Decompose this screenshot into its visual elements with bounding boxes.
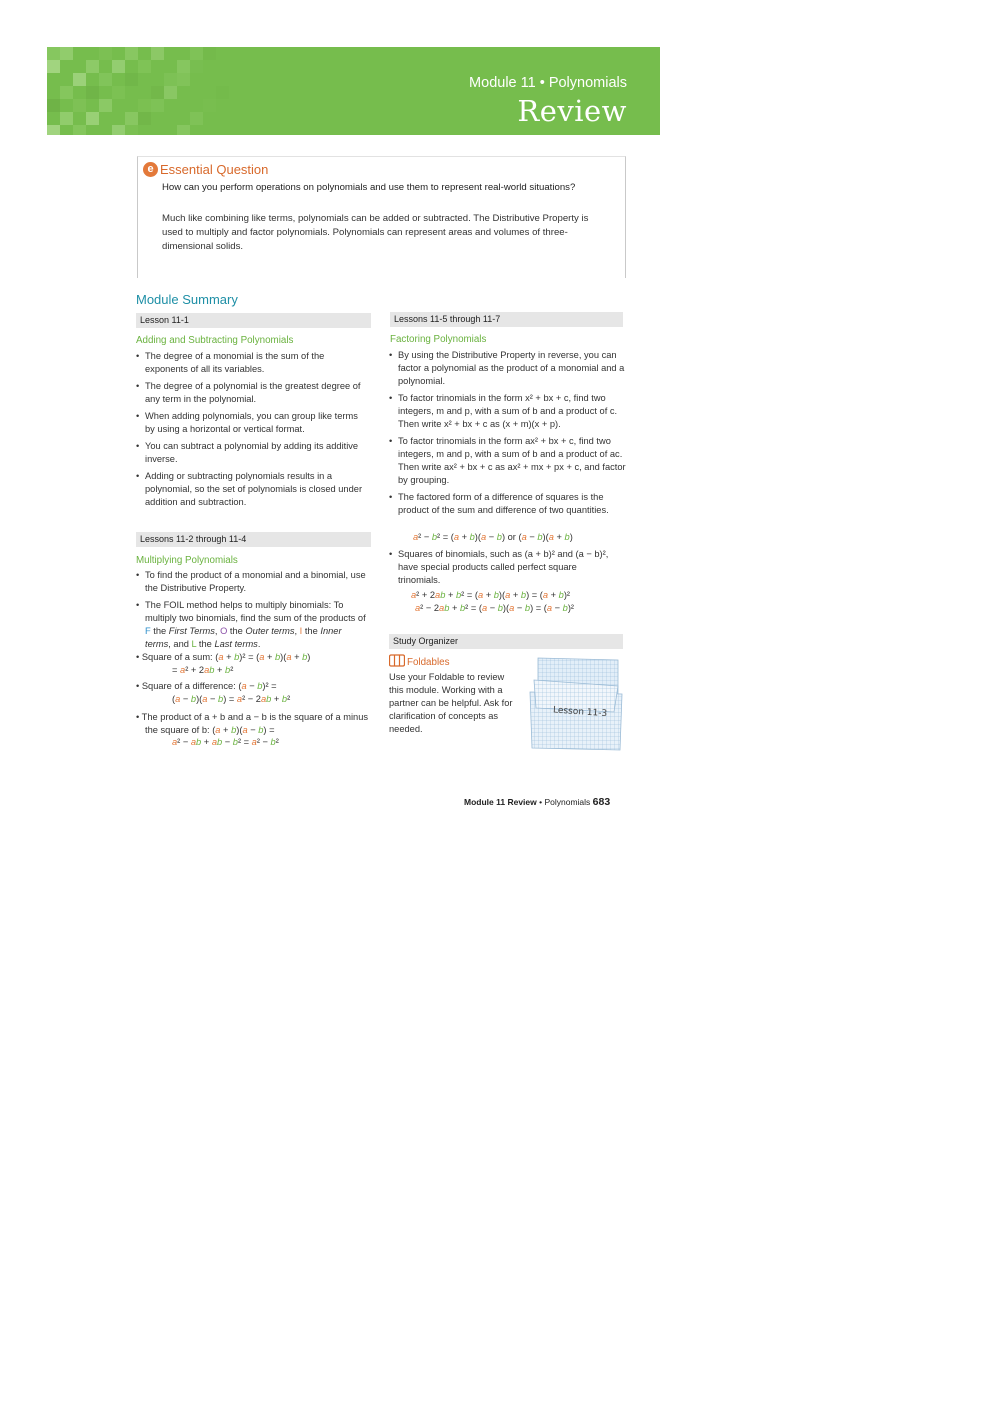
footer-module: Module 11 Review [464,797,537,807]
mosaic-square [99,99,112,112]
mosaic-square [112,125,125,135]
mosaic-square [125,47,138,60]
essential-question-answer: Much like combining like terms, polynomials can be added or subtracted. The Distributive Property is used to multiply and factor polynomials. Polynomials can represent areas and volumes of three-dimensional solids. [162,213,589,252]
mosaic-square [47,60,60,73]
mosaic-square [125,125,138,135]
page-title: Review [517,94,627,128]
mosaic-square [151,99,164,112]
mosaic-square [60,86,73,99]
list-item: • The FOIL method helps to multiply binomials: To multiply two binomials, find the sum of the products of F the First Terms, O the Outer terms, I the Inner terms, and L the Last terms. [136,599,368,651]
mosaic-square [112,86,125,99]
mosaic-square [86,112,99,125]
mosaic-square [164,73,177,86]
mosaic-square [73,73,86,86]
lesson-bar-11-1: Lesson 11-1 [136,313,371,328]
mosaic-square [138,60,151,73]
mosaic-square [112,60,125,73]
page-number: 683 [592,796,611,808]
essential-question-title: Essential Question [160,162,269,177]
foldable-illustration [526,656,624,752]
foldables-icon [389,654,405,667]
mosaic-square [99,73,112,86]
footer-topic: Polynomials [544,797,591,807]
mosaic-square [177,60,190,73]
module-banner [47,47,660,135]
foldable-tab-label: Lesson 11-3 [552,705,608,720]
mosaic-square [60,47,73,60]
mosaic-square [60,112,73,125]
square-of-difference-result: (a − b)(a − b) = a² − 2ab + b² [172,694,291,704]
module-line: Module 11 • Polynomials [469,75,627,91]
e-icon: e [143,162,158,177]
page-footer: Module 11 Review • Polynomials 683 [464,796,611,808]
list-item: • To find the product of a monomial and a binomial, use the Distributive Property. [136,569,368,595]
perfect-square-difference-formula: a² − 2ab + b² = (a − b)(a − b) = (a − b)² [415,603,575,613]
mosaic-square [73,99,86,112]
lesson-11-5-bullets-a [389,349,633,521]
list-item: • Adding or subtracting polynomials results in a polynomial, so the set of polynomials is closed under addition and subtraction. [136,470,366,509]
essential-question-box [137,156,626,278]
foldables-text: Use your Foldable to review this module. Working with a partner can be helpful. Ask for clarification of concepts as needed. [389,672,513,734]
topic-multiplying: Multiplying Polynomials [136,555,238,566]
lesson-11-1-bullets [136,350,366,513]
perfect-square-sum-formula: a² + 2ab + b² = (a + b)(a + b) = (a + b)² [411,590,571,600]
mosaic-square [164,86,177,99]
topic-factoring: Factoring Polynomials [390,334,487,345]
mosaic-square [99,47,112,60]
lesson-11-5-bullets-b [389,548,619,591]
mosaic-square [86,86,99,99]
list-item: • When adding polynomials, you can group like terms by using a horizontal or vertical format. [136,410,366,436]
mosaic-square [177,73,190,86]
square-of-difference: • Square of a difference: (a − b)² = [136,681,277,691]
list-item: • By using the Distributive Property in reverse, you can factor a polynomial as the product of a monomial and a polynomial. [389,349,633,388]
mosaic-square [203,99,216,112]
mosaic-square [47,99,60,112]
list-item: • To factor trinomials in the form ax² + bx + c, find two integers, m and p, with a sum of b and a product of ac. Then write ax² + bx + c as ax² + mx + px + c, and factor by grouping. [389,435,633,487]
mosaic-square [86,60,99,73]
list-item: • The degree of a monomial is the sum of the exponents of all its variables. [136,350,366,376]
mosaic-square [138,112,151,125]
lesson-bar-11-5: Lessons 11-5 through 11-7 [390,312,623,327]
list-item: • The degree of a polynomial is the greatest degree of any term in the polynomial. [136,380,366,406]
module-summary-title: Module Summary [136,292,238,307]
essential-question-text: How can you perform operations on polynomials and use them to represent real-world situations? [162,182,576,193]
mosaic-square [177,125,190,135]
list-item: • Squares of binomials, such as (a + b)² and (a − b)², have special products called perfect square trinomials. [389,548,619,587]
mosaic-square [190,112,203,125]
list-item: • To factor trinomials in the form x² + bx + c, find two integers, m and p, with a sum of b and a product of c. Then write x² + bx + c as (x + m)(x + p). [389,392,633,431]
mosaic-square [190,60,203,73]
mosaic-square [47,47,60,60]
mosaic-square [125,112,138,125]
mosaic-square [125,73,138,86]
mosaic-square [73,125,86,135]
square-of-sum: • Square of a sum: (a + b)² = (a + b)(a + b) [136,652,311,662]
mosaic-square [151,86,164,99]
list-item: • You can subtract a polynomial by adding its additive inverse. [136,440,366,466]
difference-of-squares-formula: a² − b² = (a + b)(a − b) or (a − b)(a + b) [413,532,573,542]
lesson-11-2-bullets [136,569,368,655]
mosaic-square [190,47,203,60]
study-organizer-bar: Study Organizer [389,634,623,649]
mosaic-square [203,47,216,60]
product-sum-difference-result: a² − ab + ab − b² = a² − b² [172,737,279,747]
product-sum-difference: • The product of a + b and a − b is the square of a minus the square of b: (a + b)(a − b) = [136,712,369,735]
square-of-sum-result: = a² + 2ab + b² [172,665,234,675]
mosaic-square [216,86,229,99]
list-item: • The factored form of a difference of squares is the product of the sum and difference of two quantities. [389,491,633,517]
mosaic-square [151,47,164,60]
mosaic-square [47,125,60,135]
topic-adding-subtracting: Adding and Subtracting Polynomials [136,335,294,346]
lesson-bar-11-2: Lessons 11-2 through 11-4 [136,532,371,547]
foldables-label: Foldables [407,657,450,668]
mosaic-square [138,99,151,112]
